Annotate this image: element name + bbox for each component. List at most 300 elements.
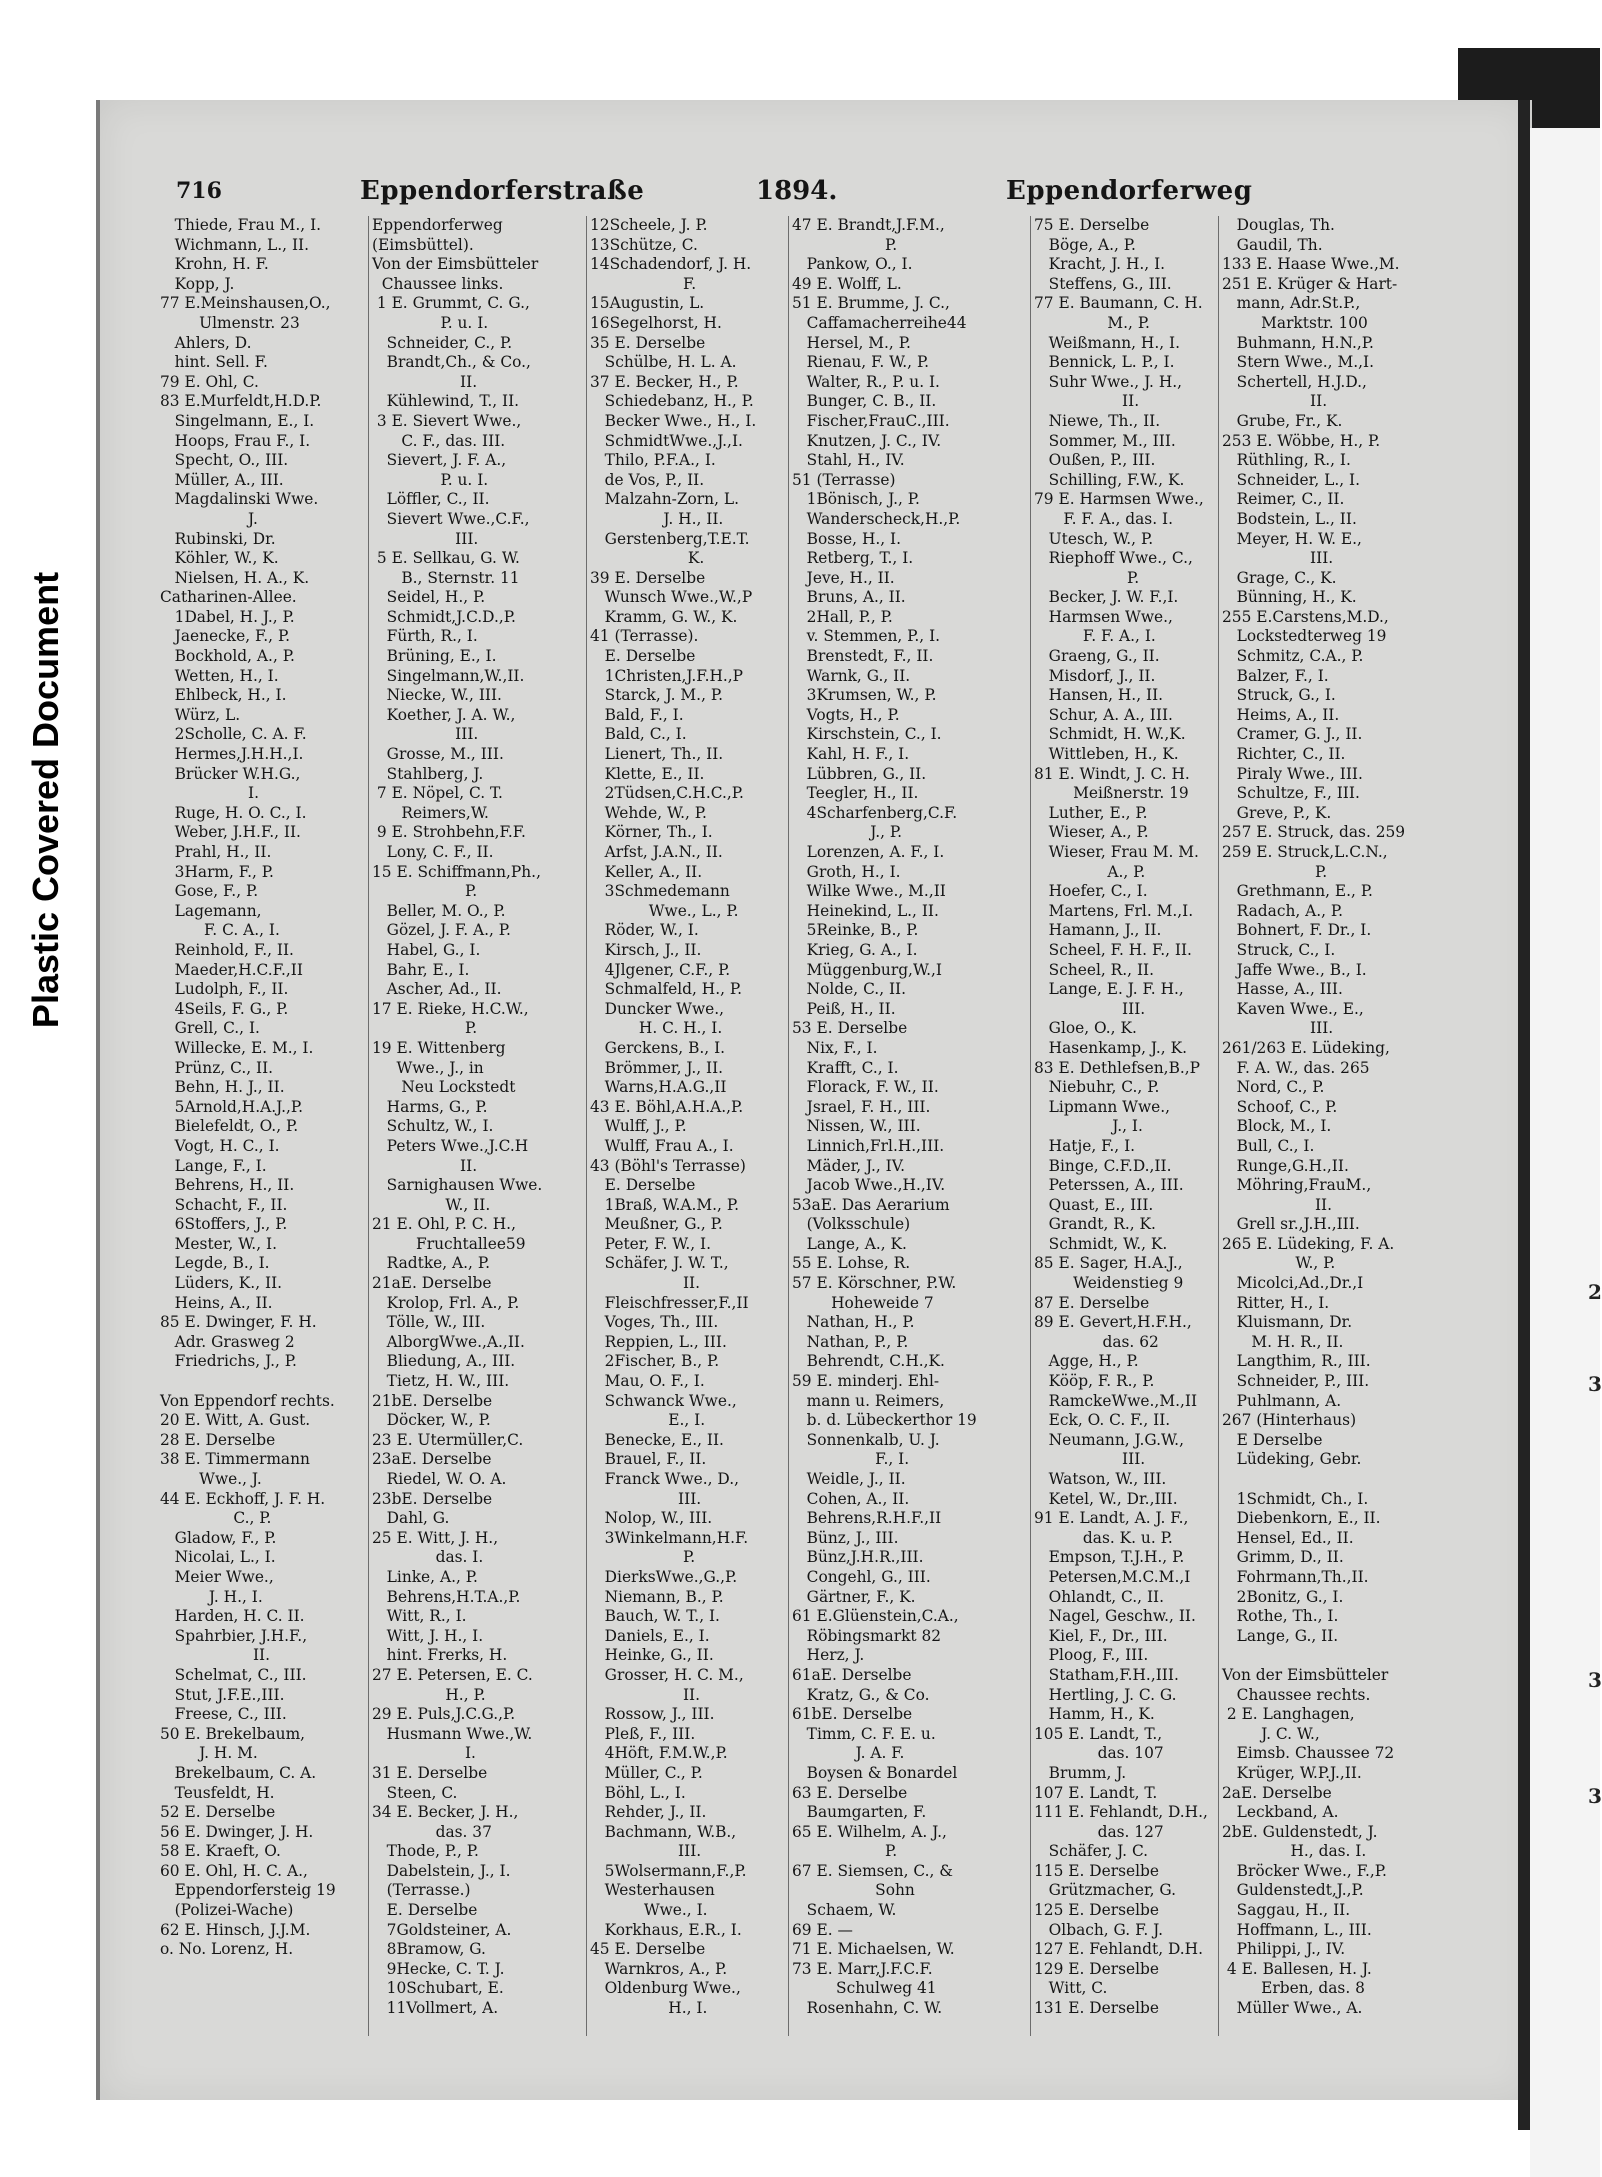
directory-entry-line: Weber, J.H.F., II. xyxy=(160,823,301,842)
directory-entry-line: II. xyxy=(1034,392,1140,411)
directory-entry-line: Chaussee rechts. xyxy=(1222,1685,1371,1704)
directory-entry-line: Neumann, J.G.W., xyxy=(1034,1430,1184,1449)
directory-entry-line: Müggenburg,W.,I xyxy=(792,960,942,979)
directory-entry-line: Lorenzen, A. F., I. xyxy=(792,843,945,861)
directory-entry-line: RamckeWwe.,M.,II xyxy=(1034,1391,1198,1410)
directory-entry-line: Herz, J. xyxy=(792,1646,865,1665)
directory-entry-line: 13Schütze, C. xyxy=(590,235,698,254)
directory-entry-line: Pankow, O., I. xyxy=(792,255,913,274)
directory-entry-line: Kirschstein, C., I. xyxy=(792,725,942,744)
directory-entry-line: Witt, R., I. xyxy=(372,1607,467,1626)
directory-entry-line: Von Eppendorf rechts. xyxy=(160,1391,335,1410)
directory-entry-line: M. H. R., II. xyxy=(1222,1332,1344,1351)
directory-entry-line: 50 E. Brekelbaum, xyxy=(160,1724,306,1743)
directory-entry-line: Köhler, W., K. xyxy=(160,549,279,568)
directory-entry-line: 267 (Hinterhaus) xyxy=(1222,1411,1357,1430)
directory-entry-line: Krolop, Frl. A., P. xyxy=(372,1293,520,1312)
directory-entry-line: F. A. W., das. 265 xyxy=(1222,1058,1370,1077)
directory-entry-line: Behn, H. J., II. xyxy=(160,1078,285,1097)
directory-entry-line: 2bE. Guldenstedt, J. xyxy=(1222,1822,1378,1841)
directory-entry-line: II. xyxy=(1222,1195,1333,1214)
directory-entry-line: Ritter, H., I. xyxy=(1222,1293,1330,1312)
directory-entry-line: Oldenburg Wwe., xyxy=(590,1979,741,1998)
directory-entry-line: 23bE. Derselbe xyxy=(372,1489,493,1508)
directory-entry-line: 259 E. Struck,L.C.N., xyxy=(1222,843,1388,861)
directory-entry-line: Steen, C. xyxy=(372,1783,458,1802)
directory-entry-line: 5 E. Sellkau, G. W. xyxy=(372,549,520,568)
directory-entry-line: Lienert, Th., II. xyxy=(590,745,724,764)
directory-entry-line: o. No. Lorenz, H. xyxy=(160,1940,294,1959)
directory-entry-line: 56 E. Dwinger, J. H. xyxy=(160,1822,314,1841)
directory-entry-line: Husmann Wwe.,W. xyxy=(372,1724,533,1743)
directory-entry-line: Baumgarten, F. xyxy=(792,1803,927,1822)
directory-entry-line: Jsrael, F. H., III. xyxy=(792,1097,931,1116)
directory-entry-line: Cramer, G. J., II. xyxy=(1222,725,1363,744)
directory-entry-line: Rubinski, Dr. xyxy=(160,529,276,548)
directory-entry-line: Watson, W., III. xyxy=(1034,1470,1167,1488)
directory-entry-line: Block, M., I. xyxy=(1222,1117,1332,1136)
directory-column-5 xyxy=(1034,216,1216,2036)
directory-entry-line: Peter, F. W., I. xyxy=(590,1234,712,1253)
directory-entry-line: Scheel, F. H. F., II. xyxy=(1034,940,1192,959)
directory-entry-line: 4 E. Ballesen, H. J. xyxy=(1222,1959,1372,1978)
directory-entry-line: hint. Sell. F. xyxy=(160,353,268,372)
directory-entry-line: Brenstedt, F., II. xyxy=(792,647,934,666)
directory-entry-line: 43 (Böhl's Terrasse) xyxy=(590,1156,746,1175)
directory-entry-line: Hoheweide 7 xyxy=(792,1293,934,1312)
directory-entry-line: Wieser, Frau M. M. xyxy=(1034,843,1199,861)
directory-entry-line: E Derselbe xyxy=(1222,1430,1323,1449)
directory-entry-line: Gerckens, B., I. xyxy=(590,1038,726,1057)
directory-entry-line: Grell sr.,J.H.,III. xyxy=(1222,1215,1360,1234)
directory-entry-line: 61 E.Glüenstein,C.A., xyxy=(792,1607,959,1626)
directory-entry-line: Pleß, F., III. xyxy=(590,1724,696,1743)
directory-entry-line: Schelmat, C., III. xyxy=(160,1665,307,1684)
directory-entry-line: Schmidt, W., K. xyxy=(1034,1234,1168,1253)
directory-entry-line: Prahl, H., II. xyxy=(160,843,272,861)
directory-entry-line: Sarnighausen Wwe. xyxy=(372,1176,543,1195)
directory-entry-line: Rienau, F. W., P. xyxy=(792,353,930,372)
directory-entry-line: Lony, C. F., II. xyxy=(372,843,494,861)
directory-entry-line: Binge, C.F.D.,II. xyxy=(1034,1156,1172,1175)
directory-entry-line: Niecke, W., III. xyxy=(372,686,502,705)
directory-entry-line: Gladow, F., P. xyxy=(160,1528,277,1547)
directory-entry-line: Reimers,W. xyxy=(372,803,489,822)
directory-entry-line: 11Vollmert, A. xyxy=(372,1999,499,2018)
directory-entry-line: Dabelstein, J., I. xyxy=(372,1861,511,1880)
directory-entry-line: 3Krumsen, W., P. xyxy=(792,686,937,705)
directory-entry-line: Benecke, E., II. xyxy=(590,1430,724,1449)
directory-entry-line: 83 E.Murfeldt,H.D.P. xyxy=(160,392,322,411)
directory-entry-line: III. xyxy=(1034,999,1146,1018)
directory-entry-line: Diebenkorn, E., II. xyxy=(1222,1509,1381,1528)
edge-mark: 3 xyxy=(1588,1372,1602,1396)
directory-entry-line: 5Reinke, B., P. xyxy=(792,921,919,940)
directory-entry-line: 61bE. Derselbe xyxy=(792,1705,913,1724)
directory-entry-line: 23 E. Utermüller,C. xyxy=(372,1430,524,1449)
directory-entry-line: Thilo, P.F.A., I. xyxy=(590,451,716,470)
directory-entry-line: Würz, L. xyxy=(160,705,241,724)
directory-entry-line: Agge, H., P. xyxy=(1034,1352,1139,1371)
edge-mark: 3 xyxy=(1588,1784,1602,1808)
directory-entry-line: III. xyxy=(590,1842,702,1861)
directory-entry-line: Hoffmann, L., III. xyxy=(1222,1920,1372,1939)
directory-entry-line: Sohn xyxy=(792,1881,915,1900)
directory-entry-line: Fleischfresser,F.,II xyxy=(590,1293,749,1312)
directory-entry-line: A., P. xyxy=(1034,862,1146,881)
directory-entry-line: Spahrbier, J.H.F., xyxy=(160,1626,308,1645)
directory-entry-line: Grosser, H. C. M., xyxy=(590,1665,744,1684)
directory-entry-line: 19 E. Wittenberg xyxy=(372,1038,506,1057)
directory-entry-line: II. xyxy=(1222,392,1328,411)
directory-entry-line: Peterssen, A., III. xyxy=(1034,1176,1184,1195)
directory-entry-line: Wwe., J. xyxy=(160,1470,262,1488)
directory-entry-line: Gaudil, Th. xyxy=(1222,235,1323,254)
directory-entry-line: 55 E. Lohse, R. xyxy=(792,1254,911,1273)
directory-entry-line: B., Sternstr. 11 xyxy=(372,568,520,587)
directory-entry-line: Von der Eimsbütteler xyxy=(372,255,539,274)
directory-entry-line: 61aE. Derselbe xyxy=(792,1665,912,1684)
directory-entry-line: (Eimsbüttel). xyxy=(372,235,474,254)
directory-entry-line: Maeder,H.C.F.,II xyxy=(160,960,303,979)
directory-entry-line: Prünz, C., II. xyxy=(160,1058,274,1077)
directory-column-2 xyxy=(372,216,584,2036)
directory-entry-line: 71 E. Michaelsen, W. xyxy=(792,1940,955,1959)
directory-entry-line: Franck Wwe., D., xyxy=(590,1470,739,1488)
directory-entry-line: Sievert, J. F. A., xyxy=(372,451,507,470)
directory-entry-line: Hensel, Ed., II. xyxy=(1222,1528,1354,1547)
directory-entry-line: Heins, A., II. xyxy=(160,1293,273,1312)
directory-entry-line: Heims, A., II. xyxy=(1222,705,1340,724)
directory-entry-line: Freese, C., III. xyxy=(160,1705,287,1724)
directory-entry-line: W., P. xyxy=(1222,1254,1336,1273)
directory-column-3 xyxy=(590,216,786,2036)
directory-entry-line: Eppendorfersteig 19 xyxy=(160,1881,336,1900)
directory-entry-line: Radach, A., P. xyxy=(1222,901,1344,920)
directory-entry-line: Rüthling, R., I. xyxy=(1222,451,1351,470)
directory-entry-line: Wunsch Wwe.,W.,P xyxy=(590,588,753,607)
directory-entry-line: J., P. xyxy=(792,823,903,842)
directory-entry-line: Müller Wwe., A. xyxy=(1222,1999,1363,2018)
directory-entry-line: Lockstedterweg 19 xyxy=(1222,627,1387,646)
directory-entry-line: P. xyxy=(372,1019,478,1038)
directory-entry-line: K. xyxy=(590,549,705,568)
directory-entry-line: Friedrichs, J., P. xyxy=(160,1352,297,1371)
directory-entry-line: Bachmann, W.B., xyxy=(590,1822,737,1841)
directory-entry-line: Behrens,R.H.F.,II xyxy=(792,1509,942,1528)
directory-entry-line: Willecke, E. M., I. xyxy=(160,1038,314,1057)
directory-entry-line: 107 E. Landt, T. xyxy=(1034,1783,1158,1802)
directory-entry-line: Grell, C., I. xyxy=(160,1019,260,1038)
directory-entry-line: Schoof, C., P. xyxy=(1222,1097,1338,1116)
directory-entry-line: Chaussee links. xyxy=(372,274,504,293)
directory-entry-line: Hermes,J.H.H.,I. xyxy=(160,745,304,764)
directory-entry-line: Bünning, H., K. xyxy=(1222,588,1357,607)
directory-entry-line: 31 E. Derselbe xyxy=(372,1763,488,1782)
directory-entry-line: Wwe., L., P. xyxy=(590,901,739,920)
directory-entry-line: J. H. M. xyxy=(160,1744,258,1763)
column-divider xyxy=(1218,216,1219,2036)
directory-entry-line: Lange, A., K. xyxy=(792,1234,907,1253)
directory-entry-line: Brandt,Ch., & Co., xyxy=(372,353,531,372)
directory-entry-line: 65 E. Wilhelm, A. J., xyxy=(792,1822,947,1841)
directory-entry-line: Fischer,FrauC.,III. xyxy=(792,411,950,430)
directory-entry-line: Bodstein, L., II. xyxy=(1222,509,1357,528)
directory-entry-line: Schneider, P., III. xyxy=(1222,1372,1370,1391)
directory-entry-line: Saggau, H., II. xyxy=(1222,1901,1351,1920)
directory-entry-line: 253 E. Wöbbe, H., P. xyxy=(1222,431,1381,450)
directory-entry-line: H., das. I. xyxy=(1222,1842,1367,1861)
column-divider xyxy=(368,216,369,2036)
directory-entry-line: 2 E. Langhagen, xyxy=(1222,1705,1355,1724)
directory-entry-line: Körner, Th., I. xyxy=(590,823,713,842)
directory-entry-line: Fruchtallee59 xyxy=(372,1234,526,1253)
directory-entry-line: Schneider, L., I. xyxy=(1222,470,1360,489)
directory-entry-line: P. u. I. xyxy=(372,470,489,489)
directory-entry-line: Klette, E., II. xyxy=(590,764,705,783)
directory-entry-line: Kramm, G. W., K. xyxy=(590,607,738,626)
directory-entry-line: Magdalinski Wwe. xyxy=(160,490,319,509)
directory-entry-line: Nielsen, H. A., K. xyxy=(160,568,310,587)
directory-entry-line: F. F. A., das. I. xyxy=(1034,509,1173,528)
directory-entry-line: Timm, C. F. E. u. xyxy=(792,1724,936,1743)
directory-entry-line: P. xyxy=(1222,862,1328,881)
directory-entry-line: H., P. xyxy=(372,1685,486,1704)
edge-mark: 3 xyxy=(1588,1668,1602,1692)
directory-entry-line: P. xyxy=(372,882,478,901)
directory-entry-line: Stahl, H., IV. xyxy=(792,451,905,470)
directory-entry-line: Lagemann, xyxy=(160,901,262,920)
directory-entry-line: Schmidt, H. W.,K. xyxy=(1034,725,1186,744)
directory-entry-line: 67 E. Siemsen, C., & xyxy=(792,1861,953,1880)
directory-entry-line: Brekelbaum, C. A. xyxy=(160,1763,317,1782)
directory-entry-line: P. xyxy=(590,1548,696,1567)
directory-column-4 xyxy=(792,216,1028,2036)
directory-entry-line: Warnkros, A., P. xyxy=(590,1959,728,1978)
directory-entry-line: Wwe., I. xyxy=(590,1901,708,1920)
directory-entry-line: Douglas, Th. xyxy=(1222,216,1335,234)
directory-entry-line: 38 E. Timmermann xyxy=(160,1450,310,1469)
directory-entry-line: (Terrasse.) xyxy=(372,1881,471,1900)
directory-entry-line: H., I. xyxy=(590,1999,708,2018)
directory-entry-line: 131 E. Derselbe xyxy=(1034,1999,1159,2018)
directory-entry-line: Groth, H., I. xyxy=(792,862,901,881)
directory-entry-line: E. Derselbe xyxy=(590,1176,696,1195)
directory-entry-line: Behrens, H., II. xyxy=(160,1176,295,1195)
directory-entry-line: Ulmenstr. 23 xyxy=(160,313,300,332)
directory-entry-line: C., P. xyxy=(160,1509,272,1528)
directory-entry-line: Rosenhahn, C. W. xyxy=(792,1999,943,2018)
directory-entry-line: 41 (Terrasse). xyxy=(590,627,699,646)
directory-entry-line: Rossow, J., III. xyxy=(590,1705,715,1724)
directory-entry-line: Krieg, G. A., I. xyxy=(792,940,918,959)
directory-entry-line: E. Derselbe xyxy=(372,1901,478,1920)
edge-mark: 2 xyxy=(1588,1280,1602,1304)
directory-column-1 xyxy=(160,216,364,2036)
directory-entry-line: Greve, P., K. xyxy=(1222,803,1332,822)
directory-entry-line: 125 E. Derselbe xyxy=(1034,1901,1159,1920)
directory-entry-line: Grosse, M., III. xyxy=(372,745,504,764)
directory-entry-line: Brücker W.H.G., xyxy=(160,764,301,783)
directory-entry-line: Krohn, H. F. xyxy=(160,255,269,274)
directory-entry-line: F. xyxy=(590,274,697,293)
directory-entry-line: (Volksschule) xyxy=(792,1215,911,1234)
directory-entry-line: 44 E. Eckhoff, J. F. H. xyxy=(160,1489,326,1508)
directory-entry-line: 75 E. Derselbe xyxy=(1034,216,1150,234)
directory-entry-line: Duncker Wwe., xyxy=(590,999,725,1018)
directory-entry-line: H. C. H., I. xyxy=(590,1019,723,1038)
directory-entry-line: 2Fischer, B., P. xyxy=(590,1352,720,1371)
directory-entry-line: Schwanck Wwe., xyxy=(590,1391,737,1410)
directory-entry-line: Kaven Wwe., E., xyxy=(1222,999,1364,1018)
running-head-right: Eppendorferweg xyxy=(1006,176,1253,206)
directory-entry-line: Nathan, P., P. xyxy=(792,1332,909,1351)
directory-entry-line: E., I. xyxy=(590,1411,706,1430)
directory-entry-line: 261/263 E. Lüdeking, xyxy=(1222,1038,1390,1057)
directory-entry-line: 28 E. Derselbe xyxy=(160,1430,276,1449)
directory-entry-line: Nolde, C., II. xyxy=(792,980,907,999)
directory-entry-line: P. u. I. xyxy=(372,313,489,332)
directory-entry-line: 3Harm, F., P. xyxy=(160,862,274,881)
directory-entry-line: Gerstenberg,T.E.T. xyxy=(590,529,750,548)
column-divider xyxy=(788,216,789,2036)
directory-entry-line: 85 E. Dwinger, F. H. xyxy=(160,1313,317,1332)
directory-entry-line: 1Dabel, H. J., P. xyxy=(160,607,295,626)
directory-entry-line: I. xyxy=(372,1744,476,1763)
directory-entry-line: Lange, E. J. F. H., xyxy=(1034,980,1184,999)
directory-entry-line: Ascher, Ad., II. xyxy=(372,980,502,999)
directory-entry-line: 6Stoffers, J., P. xyxy=(160,1215,288,1234)
directory-entry-line: Schmalfeld, H., P. xyxy=(590,980,743,999)
directory-entry-line: mann, Adr.St.P., xyxy=(1222,294,1361,313)
directory-entry-line: 4Jlgener, C.F., P. xyxy=(590,960,731,979)
directory-entry-line: Schur, A. A., III. xyxy=(1034,705,1173,724)
directory-entry-line: Rothe, Th., I. xyxy=(1222,1607,1339,1626)
directory-entry-line: Niewe, Th., II. xyxy=(1034,411,1161,430)
directory-entry-line: 9Hecke, C. T. J. xyxy=(372,1959,505,1978)
directory-entry-line: Brömmer, J., II. xyxy=(590,1058,724,1077)
directory-entry-line: Radtke, A., P. xyxy=(372,1254,490,1273)
directory-entry-line: Möhring,FrauM., xyxy=(1222,1176,1372,1195)
directory-entry-line: Heinekind, L., II. xyxy=(792,901,939,920)
directory-entry-line: Bunger, C. B., II. xyxy=(792,392,937,411)
directory-entry-line: das. 62 xyxy=(1034,1332,1159,1351)
directory-entry-line: 51 (Terrasse) xyxy=(792,470,896,489)
directory-entry-line: II. xyxy=(590,1685,701,1704)
directory-entry-line: 62 E. Hinsch, J.J.M. xyxy=(160,1920,311,1939)
directory-entry-line: Reimer, C., II. xyxy=(1222,490,1345,509)
directory-entry-line: Bünz, J., III. xyxy=(792,1528,899,1547)
directory-entry-line: III. xyxy=(372,725,479,744)
directory-entry-line: Florack, F. W., II. xyxy=(792,1078,939,1097)
directory-entry-line: Riedel, W. O. A. xyxy=(372,1470,507,1488)
directory-entry-line: Arfst, J.A.N., II. xyxy=(590,843,723,861)
directory-entry-line: Bald, C., I. xyxy=(590,725,687,744)
directory-entry-line: Jaenecke, F., P. xyxy=(160,627,291,646)
directory-entry-line: Westerhausen xyxy=(590,1881,715,1900)
directory-entry-line: Harmsen Wwe., xyxy=(1034,607,1173,626)
directory-entry-line: Ehlbeck, H., I. xyxy=(160,686,287,705)
directory-entry-line: 53 E. Derselbe xyxy=(792,1019,908,1038)
directory-entry-line: 52 E. Derselbe xyxy=(160,1803,276,1822)
next-page-edge xyxy=(1530,128,1600,2177)
directory-entry-line: Meißnerstr. 19 xyxy=(1034,784,1189,803)
directory-entry-line: C. F., das. III. xyxy=(372,431,506,450)
directory-entry-line: P. xyxy=(1034,568,1140,587)
directory-entry-line: Lüders, K., II. xyxy=(160,1274,283,1293)
directory-entry-line: 3Winkelmann,H.F. xyxy=(590,1528,749,1547)
directory-entry-line: 57 E. Körschner, P.W. xyxy=(792,1274,957,1293)
directory-entry-line: Wilke Wwe., M.,II xyxy=(792,882,946,901)
directory-entry-line: das. 107 xyxy=(1034,1744,1164,1763)
directory-entry-line: Walter, R., P. u. I. xyxy=(792,372,940,391)
directory-entry-line: 1Christen,J.F.H.,P xyxy=(590,666,744,685)
directory-entry-line: 21bE. Derselbe xyxy=(372,1391,493,1410)
running-head-left: Eppendorferstraße xyxy=(360,176,645,206)
directory-entry-line: 39 E. Derselbe xyxy=(590,568,706,587)
directory-entry-line: J. H., I. xyxy=(160,1587,263,1606)
directory-entry-line: Meyer, H. W. E., xyxy=(1222,529,1362,548)
directory-entry-line: 2Tüdsen,C.H.C.,P. xyxy=(590,784,744,803)
directory-entry-line: Wehde, W., P. xyxy=(590,803,707,822)
directory-entry-line: Seidel, H., P. xyxy=(372,588,486,607)
directory-entry-line: Müller, C., P. xyxy=(590,1763,703,1782)
directory-entry-line: Nissen, W., III. xyxy=(792,1117,921,1136)
directory-entry-line: (Polizei-Wache) xyxy=(160,1901,294,1920)
directory-entry-line: Sievert Wwe.,C.F., xyxy=(372,509,530,528)
directory-entry-line: Olbach, G. F. J. xyxy=(1034,1920,1164,1939)
directory-entry-line: F. F. A., I. xyxy=(1034,627,1156,646)
directory-entry-line: Böhl, L., I. xyxy=(590,1783,686,1802)
directory-entry-line: 1Bönisch, J., P. xyxy=(792,490,920,509)
directory-entry-line: Lipmann Wwe., xyxy=(1034,1097,1171,1116)
directory-entry-line: Brüning, E., I. xyxy=(372,647,497,666)
directory-entry-line: Ahlers, D. xyxy=(160,333,252,352)
directory-entry-line: Krüger, W.P.J.,II. xyxy=(1222,1763,1362,1782)
directory-entry-line: Von der Eimsbütteler xyxy=(1222,1665,1389,1684)
directory-entry-line: Legde, B., I. xyxy=(160,1254,270,1273)
directory-entry-line: Schacht, F., II. xyxy=(160,1195,288,1214)
directory-entry-line: J. H., II. xyxy=(590,509,724,528)
directory-entry-line: II. xyxy=(372,372,478,391)
directory-entry-line: Eppendorferweg xyxy=(372,216,503,234)
directory-entry-line: Guldenstedt,J.,P. xyxy=(1222,1881,1364,1900)
directory-entry-line: Wulff, Frau A., I. xyxy=(590,1136,734,1155)
directory-entry-line: Nicolai, L., I. xyxy=(160,1548,276,1567)
directory-entry-line: Utesch, W., P. xyxy=(1034,529,1154,548)
directory-entry-line: Struck, C., I. xyxy=(1222,940,1336,959)
directory-entry-line: Schilling, F.W., K. xyxy=(1034,470,1185,489)
directory-entry-line: 47 E. Brandt,J.F.M., xyxy=(792,216,945,234)
directory-entry-line: 34 E. Becker, J. H., xyxy=(372,1803,519,1822)
directory-entry-line: P. xyxy=(792,235,898,254)
directory-entry-line: Bohnert, F. Dr., I. xyxy=(1222,921,1372,940)
directory-entry-line: 60 E. Ohl, H. C. A., xyxy=(160,1861,308,1880)
directory-entry-line: 3Schmedemann xyxy=(590,882,730,901)
directory-entry-line: 4Scharfenberg,C.F. xyxy=(792,803,958,822)
directory-entry-line: Wichmann, L., II. xyxy=(160,235,310,254)
directory-entry-line: Harms, G., P. xyxy=(372,1097,488,1116)
directory-entry-line: 2aE. Derselbe xyxy=(1222,1783,1332,1802)
directory-entry-line: Bruns, A., II. xyxy=(792,588,906,607)
directory-entry-line: 12Scheele, J. P. xyxy=(590,216,708,234)
directory-entry-line: Meier Wwe., xyxy=(160,1567,274,1586)
directory-entry-line: Schmidt,J.C.D.,P. xyxy=(372,607,516,626)
directory-entry-line: Lange, F., I. xyxy=(160,1156,267,1175)
directory-entry-line: E. Derselbe xyxy=(590,647,696,666)
directory-entry-line: Neu Lockstedt xyxy=(372,1078,516,1097)
directory-entry-line: Kühlewind, T., II. xyxy=(372,392,520,411)
